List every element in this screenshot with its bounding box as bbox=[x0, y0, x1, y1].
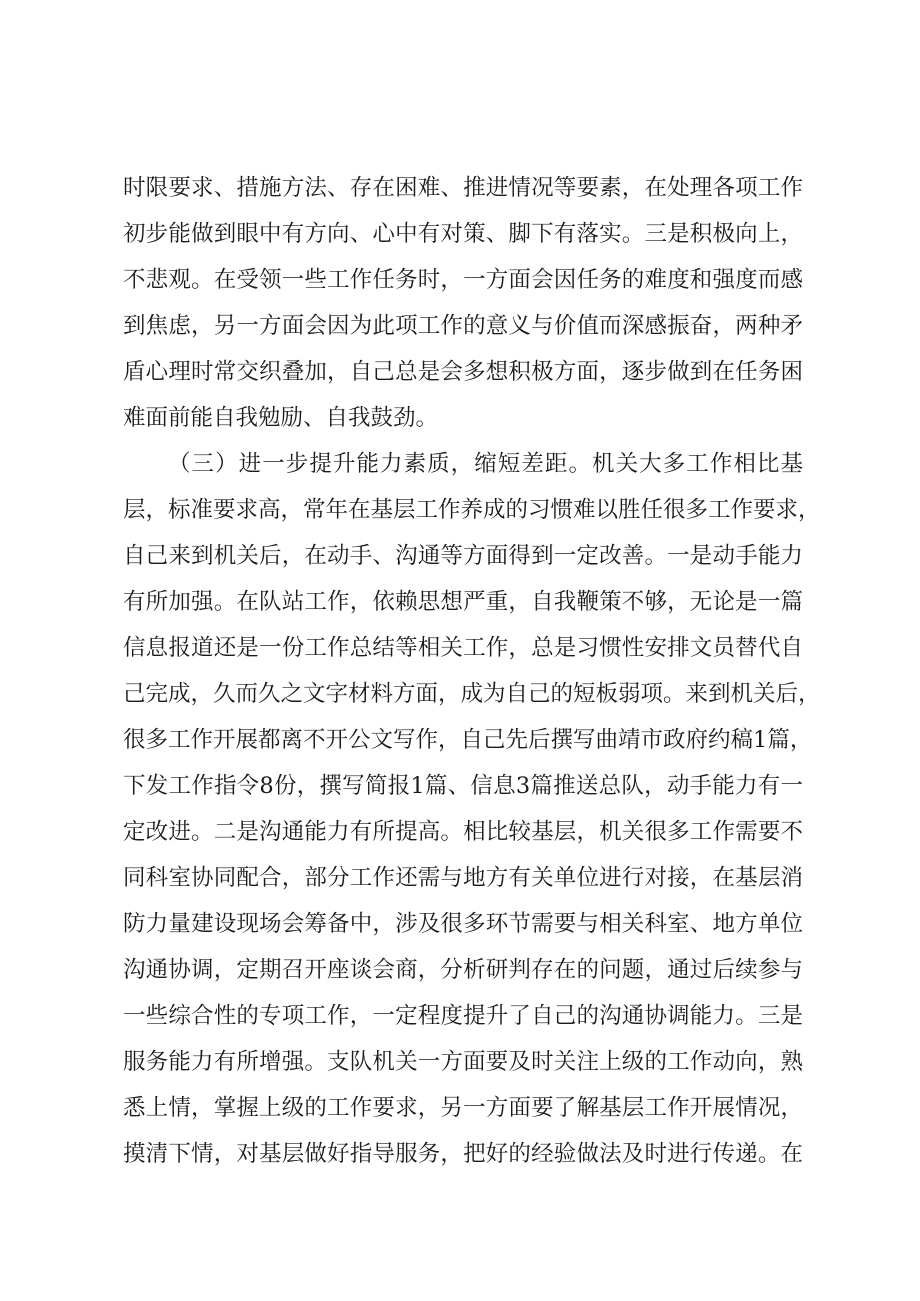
paragraph-2-line: 定改进。二是沟通能力有所提高。相比较基层，机关很多工作需要不 bbox=[123, 819, 803, 845]
paragraph-1-line: 时限要求、措施方法、存在困难、推进情况等要素，在处理各项工作 bbox=[123, 175, 803, 201]
paragraph-2-heading-line: （三）进一步提升能力素质，缩短差距。机关大多工作相比基 bbox=[168, 451, 803, 477]
paragraph-2-line: 有所加强。在队站工作，依赖思想严重，自我鞭策不够，无论是一篇 bbox=[123, 589, 803, 615]
paragraph-2-line: 摸清下情，对基层做好指导服务，把好的经验做法及时进行传递。在 bbox=[123, 1141, 803, 1167]
paragraph-2-line: 很多工作开展都离不开公文写作，自己先后撰写曲靖市政府约稿1篇， bbox=[123, 727, 813, 753]
paragraph-1-line: 初步能做到眼中有方向、心中有对策、脚下有落实。三是积极向上， bbox=[123, 221, 803, 247]
paragraph-2-line: 一些综合性的专项工作，一定程度提升了自己的沟通协调能力。三是 bbox=[123, 1003, 803, 1029]
paragraph-2-line: 防力量建设现场会筹备中，涉及很多环节需要与相关科室、地方单位 bbox=[123, 911, 803, 937]
paragraph-2-line: 层，标准要求高，常年在基层工作养成的习惯难以胜任很多工作要求， bbox=[123, 497, 821, 523]
document-body bbox=[123, 165, 821, 1177]
paragraph-1-line: 难面前能自我勉励、自我鼓劲。 bbox=[123, 405, 439, 431]
paragraph-2-line: 服务能力有所增强。支队机关一方面要及时关注上级的工作动向，熟 bbox=[123, 1049, 803, 1075]
paragraph-2-line: 己完成，久而久之文字材料方面，成为自己的短板弱项。来到机关后， bbox=[123, 681, 821, 707]
paragraph-1-line: 不悲观。在受领一些工作任务时，一方面会因任务的难度和强度而感 bbox=[123, 267, 803, 293]
paragraph-2-line: 信息报道还是一份工作总结等相关工作，总是习惯性安排文员替代自 bbox=[123, 635, 803, 661]
paragraph-1-line: 到焦虑，另一方面会因为此项工作的意义与价值而深感振奋，两种矛 bbox=[123, 313, 803, 339]
paragraph-2-line: 同科室协同配合，部分工作还需与地方有关单位进行对接，在基层消 bbox=[123, 865, 803, 891]
paragraph-2 bbox=[123, 441, 821, 1177]
paragraph-2-line: 沟通协调，定期召开座谈会商，分析研判存在的问题，通过后续参与 bbox=[123, 957, 803, 983]
paragraph-1-line: 盾心理时常交织叠加，自己总是会多想积极方面，逐步做到在任务困 bbox=[123, 359, 803, 385]
paragraph-1 bbox=[123, 165, 803, 441]
paragraph-2-line: 自己来到机关后，在动手、沟通等方面得到一定改善。一是动手能力 bbox=[123, 543, 803, 569]
paragraph-2-line: 下发工作指令8份，撰写简报1篇、信息3篇推送总队，动手能力有一 bbox=[123, 773, 803, 799]
paragraph-2-line: 悉上情，掌握上级的工作要求，另一方面要了解基层工作开展情况， bbox=[123, 1095, 803, 1121]
